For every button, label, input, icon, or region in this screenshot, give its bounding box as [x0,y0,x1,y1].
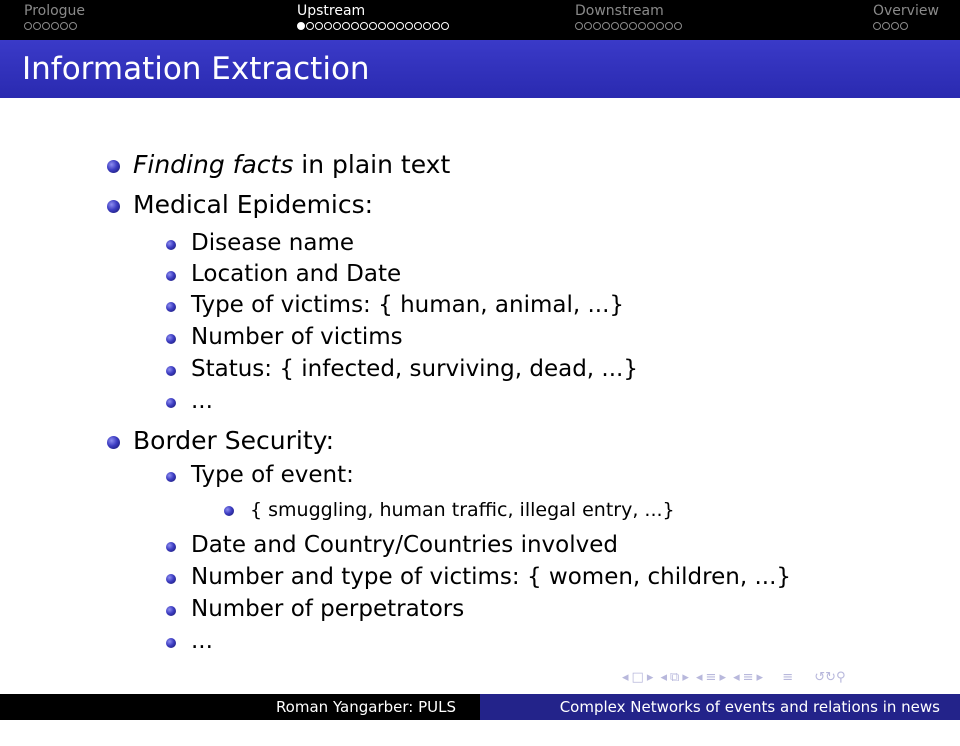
frame-dot-icon[interactable] [369,22,377,30]
footer-author: Roman Yangarber: PULS [0,694,480,720]
subbullet-item [191,324,403,350]
frame-icon[interactable]: □ [631,670,644,685]
ball-bullet-icon [166,574,176,584]
frame-dot-icon[interactable] [638,22,646,30]
frame-dot-icon[interactable] [441,22,449,30]
search-zoom-icon[interactable]: ↺↻⚲ [814,670,846,685]
frame-dot-icon[interactable] [396,22,404,30]
frame-dot-icon[interactable] [593,22,601,30]
doc-icon[interactable]: ≡ [742,670,754,685]
bullet-text: in plain text [293,150,451,179]
frame-dot-icon[interactable] [900,22,908,30]
frame-dot-icon[interactable] [423,22,431,30]
subbullet-text: Type of event: [191,462,354,488]
ball-bullet-icon [166,638,176,648]
next-doc-icon[interactable]: ▸ [756,670,764,685]
subsubbullet-item [250,499,675,521]
ball-bullet-icon [166,472,176,482]
subbullet-item [191,462,354,488]
ball-bullet-icon [166,366,176,376]
frame-dot-icon[interactable] [882,22,890,30]
next-frame-icon[interactable]: ▸ [646,670,654,685]
frame-dot-icon[interactable] [647,22,655,30]
nav-section-overview[interactable] [873,2,939,30]
ball-bullet-icon [107,200,120,213]
subbullet-text: Date and Country/Countries involved [191,532,618,558]
frame-dot-icon[interactable] [360,22,368,30]
prev-doc-icon[interactable]: ◂ [733,670,740,685]
section-navigation-bar [0,0,960,40]
subbullet-text: Number of perpetrators [191,596,465,622]
frame-dot-icon[interactable] [387,22,395,30]
nav-section-label[interactable]: Downstream [575,3,664,19]
frame-dot-icon[interactable] [324,22,332,30]
frame-dot-icon[interactable] [656,22,664,30]
ball-bullet-icon [166,542,176,552]
frame-dot-icon[interactable] [629,22,637,30]
subsubbullet-text: { smuggling, human traffic, illegal entry, ...} [250,499,675,521]
subbullet-item [191,230,354,256]
nav-frame-dots [24,22,85,30]
nav-section-label[interactable]: Upstream [297,3,366,19]
nav-frame-dots [873,22,939,30]
frame-dot-icon[interactable] [297,22,305,30]
frame-dot-icon[interactable] [51,22,59,30]
nav-frame-dots [297,22,449,30]
frame-dot-icon[interactable] [575,22,583,30]
frame-dot-icon[interactable] [60,22,68,30]
frame-dot-icon[interactable] [405,22,413,30]
frame-dot-icon[interactable] [315,22,323,30]
frame-dot-icon[interactable] [665,22,673,30]
subbullet-text: Type of victims: { human, animal, ...} [191,292,625,318]
subbullet-text: Number of victims [191,324,403,350]
ball-bullet-icon [107,160,120,173]
frame-dot-icon[interactable] [42,22,50,30]
subbullet-text: Disease name [191,230,354,256]
subbullet-text: Location and Date [191,261,402,287]
ball-bullet-icon [166,271,176,281]
bullet-finding-facts [133,150,450,179]
subsection-icon[interactable]: ⧉ [670,670,680,685]
frame-dot-icon[interactable] [378,22,386,30]
frame-dot-icon[interactable] [873,22,881,30]
frame-dot-icon[interactable] [620,22,628,30]
frame-dot-icon[interactable] [33,22,41,30]
nav-section-label[interactable]: Prologue [24,3,86,19]
subbullet-item [191,628,213,654]
subbullet-item [191,596,464,622]
footer-talk-title: Complex Networks of events and relations in news surveillance [480,694,960,720]
frame-dot-icon[interactable] [69,22,77,30]
subbullet-text: Status: { infected, surviving, dead, ...} [191,356,638,382]
ball-bullet-icon [166,334,176,344]
bullet-border-security [133,426,334,455]
section-icon[interactable]: ≡ [705,670,717,685]
ball-bullet-icon [224,506,234,516]
subbullet-item [191,292,624,318]
subbullet-text: Number and type of victims: { women, children, ...} [191,564,792,590]
subbullet-item [191,532,618,558]
frame-dot-icon[interactable] [306,22,314,30]
subbullet-item [191,261,401,287]
ball-bullet-icon [166,606,176,616]
frame-dot-icon[interactable] [611,22,619,30]
bullet-text: Medical Epidemics: [133,190,374,219]
frame-dot-icon[interactable] [602,22,610,30]
frame-dot-icon[interactable] [333,22,341,30]
bullet-text: Border Security: [133,426,335,455]
prev-section-icon[interactable]: ◂ [696,670,703,685]
prev-subsection-icon[interactable]: ◂ [660,670,668,685]
frame-dot-icon[interactable] [584,22,592,30]
subbullet-text: ... [191,628,213,654]
subbullet-item [191,564,791,590]
emphasized-text: Finding facts [133,150,294,179]
nav-section-label[interactable]: Overview [873,3,939,19]
frame-dot-icon[interactable] [891,22,899,30]
nav-section-downstream[interactable] [575,2,682,30]
slide-footer [0,694,960,742]
frame-dot-icon[interactable] [24,22,32,30]
nav-section-prologue[interactable] [24,2,85,30]
next-subsection-icon[interactable]: ▸ [682,670,689,685]
subbullet-item [191,356,638,382]
slide-title-band [0,40,960,98]
frame-dot-icon[interactable] [351,22,359,30]
nav-section-upstream[interactable] [297,2,449,30]
appendix-icon[interactable]: ≡ [782,670,794,685]
bullet-medical-epidemics [133,190,373,219]
subbullet-item [191,388,213,414]
frame-dot-icon[interactable] [414,22,422,30]
subbullet-text: ... [191,388,213,414]
nav-frame-dots [575,22,682,30]
ball-bullet-icon [166,240,176,250]
slide-title: Information Extraction [22,51,370,87]
frame-dot-icon[interactable] [674,22,682,30]
frame-dot-icon[interactable] [342,22,350,30]
ball-bullet-icon [166,398,176,408]
frame-dot-icon[interactable] [432,22,440,30]
beamer-navigation-symbols [622,669,849,687]
next-section-icon[interactable]: ▸ [719,670,726,685]
prev-frame-icon[interactable]: ◂ [622,670,629,685]
ball-bullet-icon [166,302,176,312]
ball-bullet-icon [107,436,120,449]
